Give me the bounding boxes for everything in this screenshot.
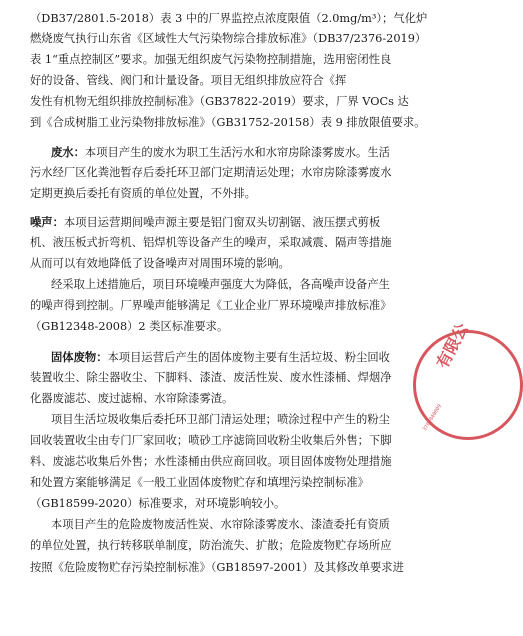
seal-number: 3703040009 [422,403,444,433]
text-line [0,187,467,201]
line-text: 燃烧废气执行山东省《区域性大气污染物综合排放标准》（DB37/2376-2019） [30,32,427,45]
line-text: 机、液压板式折弯机、铝焊机等设备产生的噪声，采取减震、隔声等措施 [30,236,392,249]
text-line [0,371,467,385]
line-text: 本项目运营期间噪声源主要是铝门窗双头切割锯、液压摆式剪板 [63,216,381,229]
official-seal-stamp [413,320,523,440]
line-text: 化器废滤芯、废过滤棉、水帘除漆雾渣。 [30,392,234,405]
line-text: 好的设备、管线、阀门和计量设备。项目无组织排放应符合《挥 [30,74,347,87]
text-line [0,561,467,575]
line-text: （DB37/2801.5-2018）表 3 中的厂界监控点浓度限值（2.0mg/m³）；气化炉 [30,12,428,25]
text-line [0,476,467,490]
line-text: （GB12348-2008）2 类区标准要求。 [30,320,229,333]
line-text: 从而可以有效地降低了设备噪声对周围环境的影响。 [30,257,290,270]
line-text: 回收装置收尘由专门厂家回收；喷砂工序滤筒回收粉尘收集后外售；下脚 [30,434,392,447]
text-line [0,518,467,532]
text-line [0,53,467,67]
line-text: 和处置方案能够满足《一般工业固体废物贮存和填埋污染控制标准》 [30,476,369,489]
line-text: 本项目产生的废水为职工生活污水和水帘房除漆雾废水。生活 [84,146,390,159]
text-line [0,539,467,553]
section-heading: 噪声： [30,215,64,229]
line-text: 本项目运营后产生的固体废物主要有生活垃圾、粉尘回收 [107,351,390,364]
text-line [0,95,467,109]
line-text: 按照《危险废物贮存污染控制标准》（GB18597-2001）及其修改单要求进 [30,561,404,574]
text-line [0,413,467,427]
text-line [0,12,467,26]
text-line [0,434,467,448]
line-text: 污水经厂区化粪池暂存后委托环卫部门定期清运处理；水帘房除漆雾废水 [30,166,392,179]
line-text: 发性有机物无组织排放控制标准》（GB37822-2019）要求，厂界 VOCs 达 [30,95,409,108]
text-line [0,392,467,406]
line-text: 的单位处置，执行转移联单制度，防治流失、扩散；危险废物贮存场所应 [30,539,392,552]
text-line [0,455,467,469]
line-text: 表 1“重点控制区”要求。加强无组织废气污染物控制措施，选用密闭性良 [30,53,392,66]
text-line [0,145,467,160]
text-line [0,497,467,511]
line-text: 料、废滤芯收集后外售；水性漆桶由供应商回收。项目固体废物处理措施 [30,455,392,468]
text-line [0,236,467,250]
line-text: （GB18599-2020）标准要求，对环境影响较小。 [30,497,286,510]
line-text: 的噪声得到控制。厂界噪声能够满足《工业企业厂界环境噪声排放标准》 [30,299,392,312]
text-line [0,350,467,365]
line-text: 定期更换后委托有资质的单位处置，不外排。 [30,187,256,200]
text-line [0,320,467,334]
text-line [0,299,467,313]
text-line [0,166,467,180]
text-line [0,257,467,271]
text-line [0,215,467,230]
text-line [0,32,467,46]
section-heading: 固体废物： [51,350,108,364]
line-text: 到《合成树脂工业污染物排放标准》（GB31752-20158）表 9 排放限值要求。 [30,116,426,129]
text-line [0,116,467,130]
line-text: 经采取上述措施后，项目环境噪声强度大为降低，各高噪声设备产生 [51,278,390,291]
text-line [0,74,467,88]
line-text: 项目生活垃圾收集后委托环卫部门清运处理；喷涂过程中产生的粉尘 [51,413,390,426]
text-line [0,278,467,292]
seal-text: 有限公 [432,320,472,372]
section-heading: 废水： [51,145,85,159]
line-text: 装置收尘、除尘器收尘、下脚料、漆渣、废活性炭、废水性漆桶、焊烟净 [30,371,392,384]
line-text: 本项目产生的危险废物废活性炭、水帘除漆雾废水、漆渣委托有资质 [51,518,390,531]
